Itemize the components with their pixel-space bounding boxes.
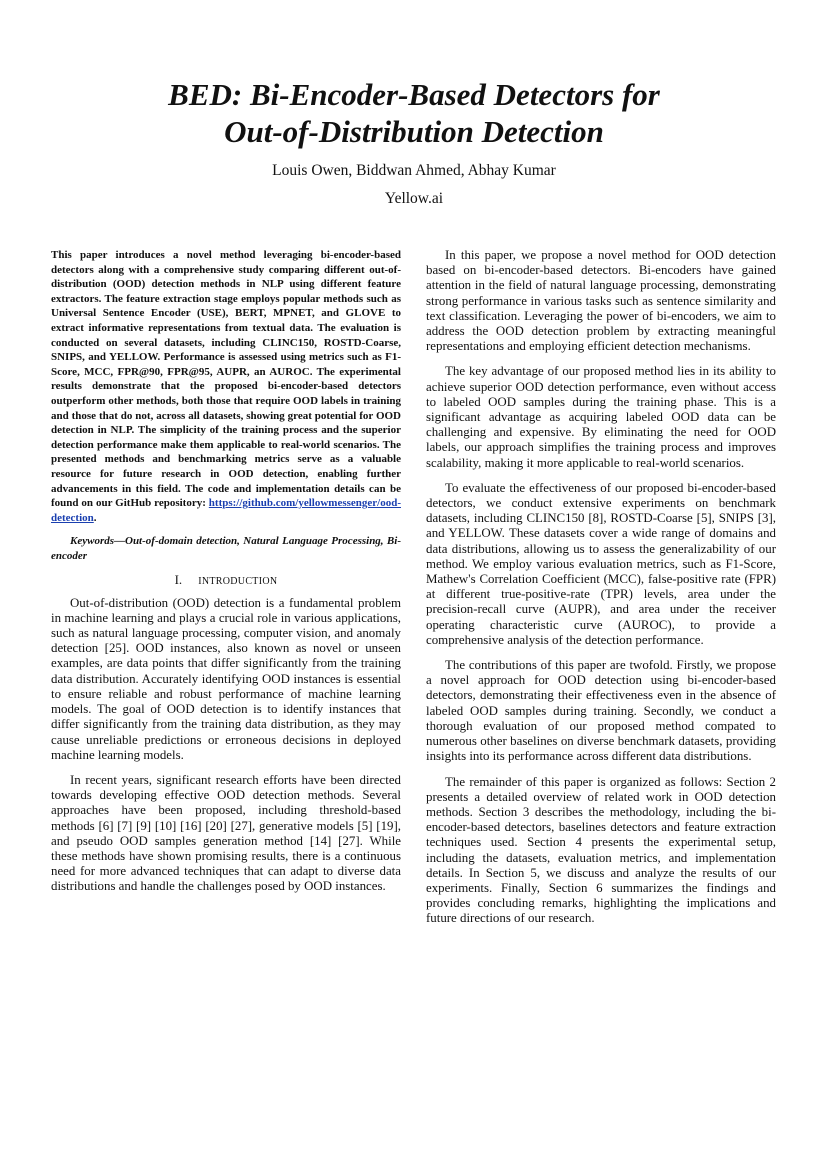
paragraph: In this paper, we propose a novel method for OOD detection based on bi-encoder-based detectors. Bi-encoders have gained attention in the field of natural language processing, demonstrating strong performance in various tasks such as sentence similarity and text classification. Leveraging the power of bi-encoders, we aim to address the OOD detection problem by extracting meaningful representations and employing efficient detection mechanisms. (426, 248, 776, 354)
paragraph: The contributions of this paper are twofold. Firstly, we propose a novel approach for OOD detection using bi-encoder-based detectors, demonstrating their effectiveness even in the absence of labeled OOD samples during training. Secondly, we conduct a thorough evaluation of our proposed method compated to numerous other baselines on diverse benchmark datasets, providing insights into its performance across different data distributions. (426, 658, 776, 764)
affiliation: Yellow.ai (384, 190, 444, 207)
abstract-text: This paper introduces a novel method leveraging bi-encoder-based detectors along with a comprehensive study comparing different out-of-distribution (OOD) detection methods in NLP using different feature extractors. The feature extraction stage employs popular methods such as Universal Sentence Encoder (USE), BERT, MPNET, and GLOVE to extract informative representations from textual data. The evaluation is conducted on several datasets, including CLINC150, ROSTD-Coarse, SNIPS, and YELLOW. Performance is assessed using metrics such as F1-Score, MCC, FPR@90, FPR@95, AUPR, an AUROC. The experimental results demonstrate that the proposed bi-encoder-based detectors outperform other methods, both those that require OOD labels in training and those that do not, across all datasets, showing great potential for OOD detection in NLP. The simplicity of the training process and the superior detection performance make them applicable to real-world scenarios. The presented methods and benchmarking metrics serve as a valuable resource for future research in OOD detection, enabling further advancements in this field. The code and implementation details can be found on our GitHub repository: (51, 249, 401, 510)
section-heading-introduction (51, 573, 401, 589)
github-link[interactable]: https://github.com/yellowmessenger/ood-detection (51, 497, 401, 524)
paragraph: To evaluate the effectiveness of our proposed bi-encoder-based detectors, we conduct extensive experiments on benchmark datasets, including CLINC150 [8], ROSTD-Coarse [5], SNIPS [3], and YELLOW. These datasets cover a wide range of domains and data distributions, allowing us to assess the generalizability of our method. We employ various evaluation metrics, such as F1-Score, Mathew's Correlation Coefficient (MCC), false-positive rate (FPR) at different true-positive-rate (TPR) levels, area under the precision-recall curve (AUPR), and area under the receiver operating characteristic curve (AUROC), to provide a comprehensive analysis of the detection performance. (426, 480, 776, 647)
abstract-end: . (93, 511, 97, 524)
paper-title (0, 76, 828, 150)
paragraph: The remainder of this paper is organized as follows: Section 2 presents a detailed overview of related work in OOD detection methods. Section 3 describes the methodology, including the bi-encoder-based detectors, baselines detectors and feature extraction techniques used. Section 4 presents the experimental setup, including the datasets, evaluation metrics, and implementation details. In Section 5, we discuss and analyze the results of our experiments. Finally, Section 6 summarizes the findings and provides concluding remarks, highlighting the implications and future directions of our research. (426, 774, 776, 926)
keywords: Keywords—Out-of-domain detection, Natural Language Processing, Bi-encoder (51, 535, 401, 562)
section-title: INTRODUCTION (198, 576, 278, 588)
paragraph: Out-of-distribution (OOD) detection is a fundamental problem in machine learning and plays a crucial role in various applications, such as natural language processing, computer vision, and anomaly detection [25]. OOD instances, also known as novel or unseen examples, are data points that differ significantly from the training data distribution. Accurately identifying OOD instances is essential to ensure reliable and robust performance of machine learning models. The goal of OOD detection is to identify instances that differ significantly from the training data distribution, as they may cause unreliable predictions or erroneous decisions in deployed machine learning models. (51, 595, 401, 762)
left-column (51, 248, 401, 895)
title-line-2: Out-of-Distribution Detection (224, 114, 604, 149)
paragraph: In recent years, significant research efforts have been directed towards developing effective OOD detection methods. Several approaches have been proposed, including threshold-based methods [6] [7] [9] [10] [16] [20] [27], generative models [5] [19], and pseudo OOD samples generation method [14] [27]. While these methods have shown promising results, there is a continuous need for more advanced techniques that can adapt to diverse data distributions and handle the challenges posed by OOD instances. (51, 772, 401, 894)
paragraph: The key advantage of our proposed method lies in its ability to achieve superior OOD detection performance, even without access to labeled OOD samples during the training phase. This is a significant advantage as acquiring labeled OOD data can be challenging and expensive. By eliminating the need for OOD labels, our approach simplifies the training process and improves scalability, making it more applicable to real-world scenarios. (426, 364, 776, 470)
abstract (51, 248, 401, 525)
author-list: Louis Owen, Biddwan Ahmed, Abhay Kumar (272, 162, 556, 179)
title-line-1: BED: Bi-Encoder-Based Detectors for (168, 77, 660, 112)
right-column (426, 248, 776, 927)
section-number: I. (174, 573, 183, 588)
